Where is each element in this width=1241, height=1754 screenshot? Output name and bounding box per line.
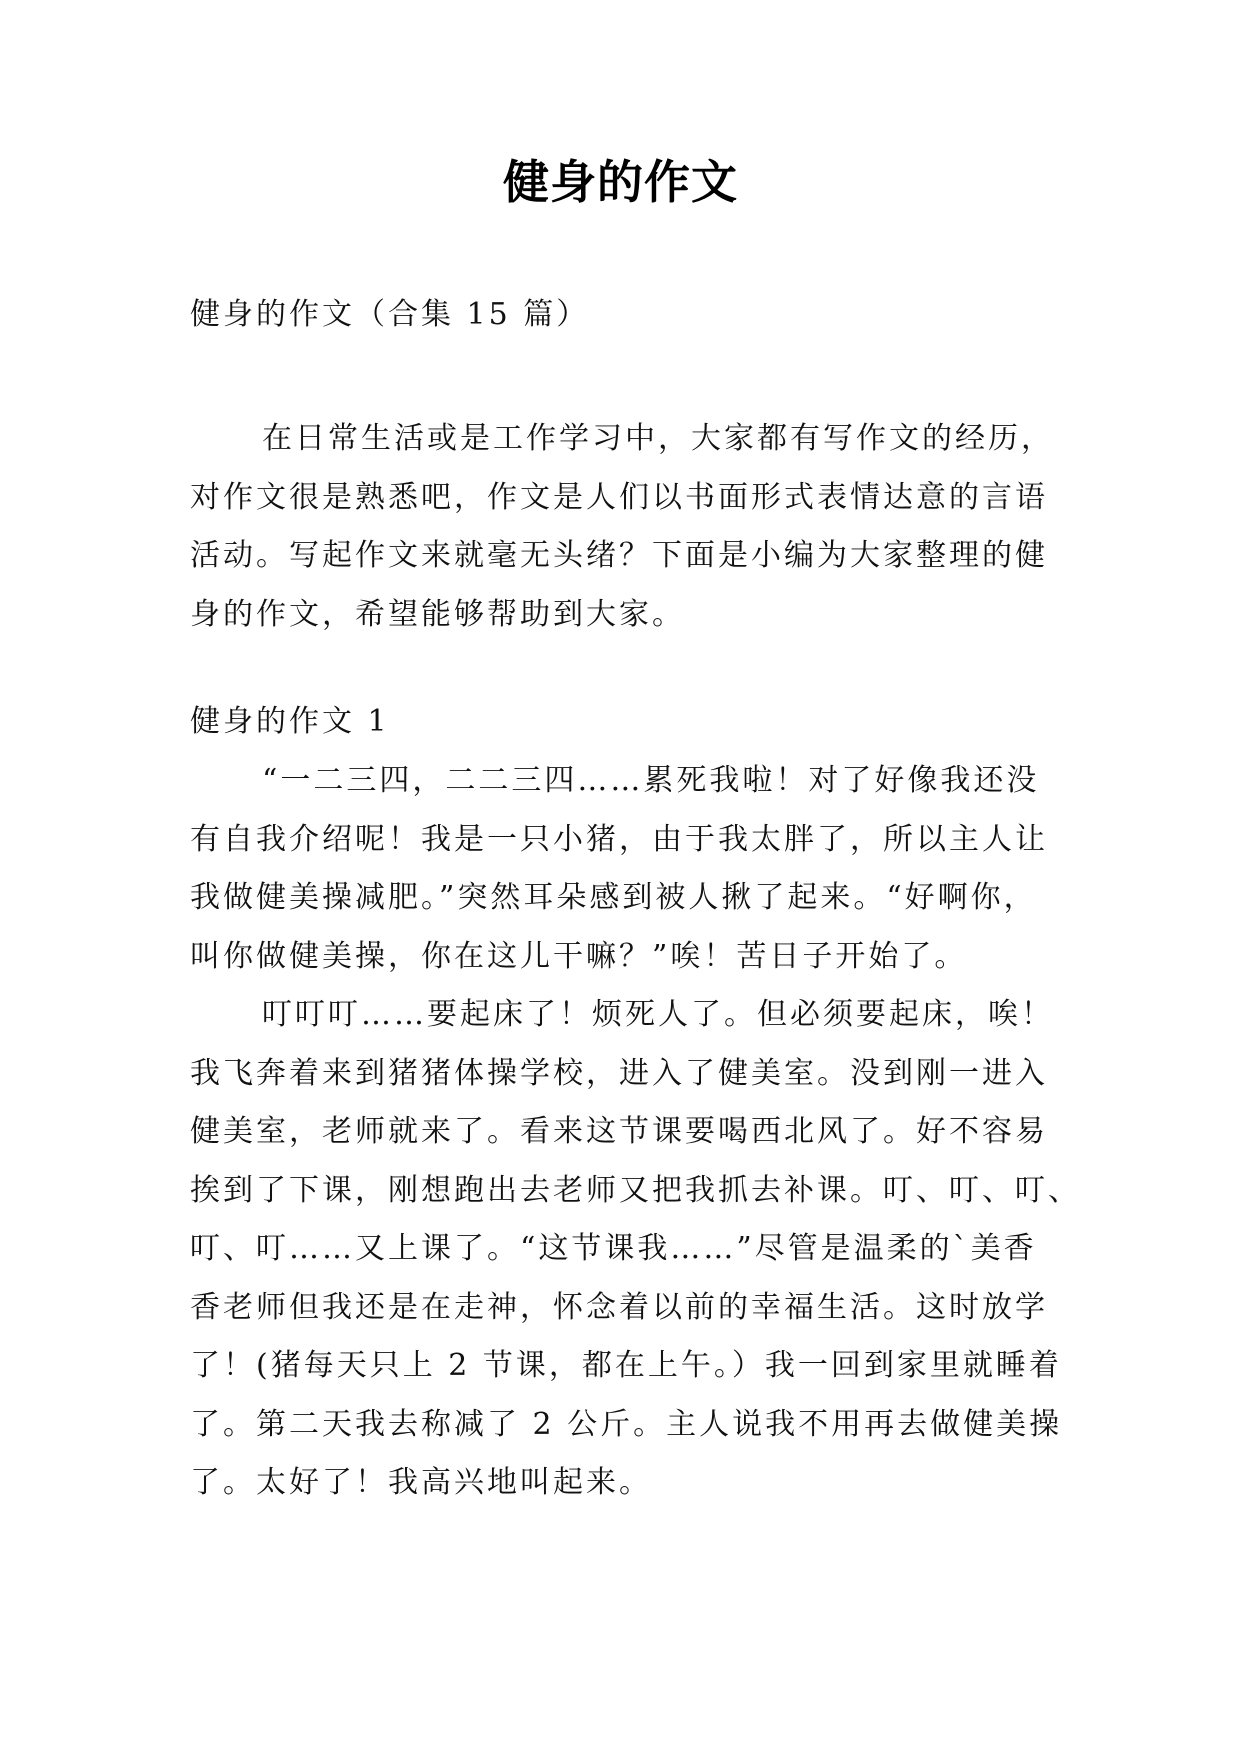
document-subtitle: 健身的作文（合集 15 篇）	[190, 297, 590, 332]
essay-line: 了。太好了！我高兴地叫起来。	[190, 1465, 652, 1500]
essay-line: “一二三四，二二三四……累死我啦！对了好像我还没	[262, 763, 1040, 798]
essay-line: 香老师但我还是在走神，怀念着以前的幸福生活。这时放学	[190, 1289, 1048, 1325]
essay-line: 挨到了下课，刚想跑出去老师又把我抓去补课。叮、叮、叮、	[190, 1172, 1081, 1208]
essay-body	[190, 752, 1090, 1513]
essay-line: 我飞奔着来到猪猪体操学校，进入了健美室。没到刚一进入	[190, 1055, 1048, 1091]
essay-line: 叫你做健美操，你在这儿干嘛？”唉！苦日子开始了。	[190, 938, 968, 974]
document-title: 健身的作文	[503, 155, 738, 209]
essay-line: 了！(猪每天只上 2 节课，都在上午。）我一回到家里就睡着	[190, 1348, 1062, 1383]
section-heading: 健身的作文 1	[190, 704, 390, 739]
essay-line: 健美室，老师就来了。看来这节课要喝西北风了。好不容易	[190, 1114, 1048, 1149]
intro-line: 活动。写起作文来就毫无头绪？下面是小编为大家整理的健	[190, 538, 1048, 573]
essay-line: 叮、叮……又上课了。“这节课我……”尽管是温柔的`美香	[190, 1231, 1037, 1266]
essay-line: 叮叮叮……要起床了！烦死人了。但必须要起床，唉！	[262, 997, 1054, 1032]
intro-line: 在日常生活或是工作学习中，大家都有写作文的经历，	[262, 421, 1054, 456]
intro-line: 身的作文，希望能够帮助到大家。	[190, 596, 685, 632]
essay-line: 了。第二天我去称减了 2 公斤。主人说我不用再去做健美操	[190, 1406, 1063, 1442]
intro-line: 对作文很是熟悉吧，作文是人们以书面形式表情达意的言语	[190, 479, 1048, 515]
essay-line: 有自我介绍呢！我是一只小猪，由于我太胖了，所以主人让	[190, 821, 1048, 857]
intro-paragraph	[190, 410, 1090, 644]
essay-line: 我做健美操减肥。”突然耳朵感到被人揪了起来。“好啊你，	[190, 880, 1037, 915]
